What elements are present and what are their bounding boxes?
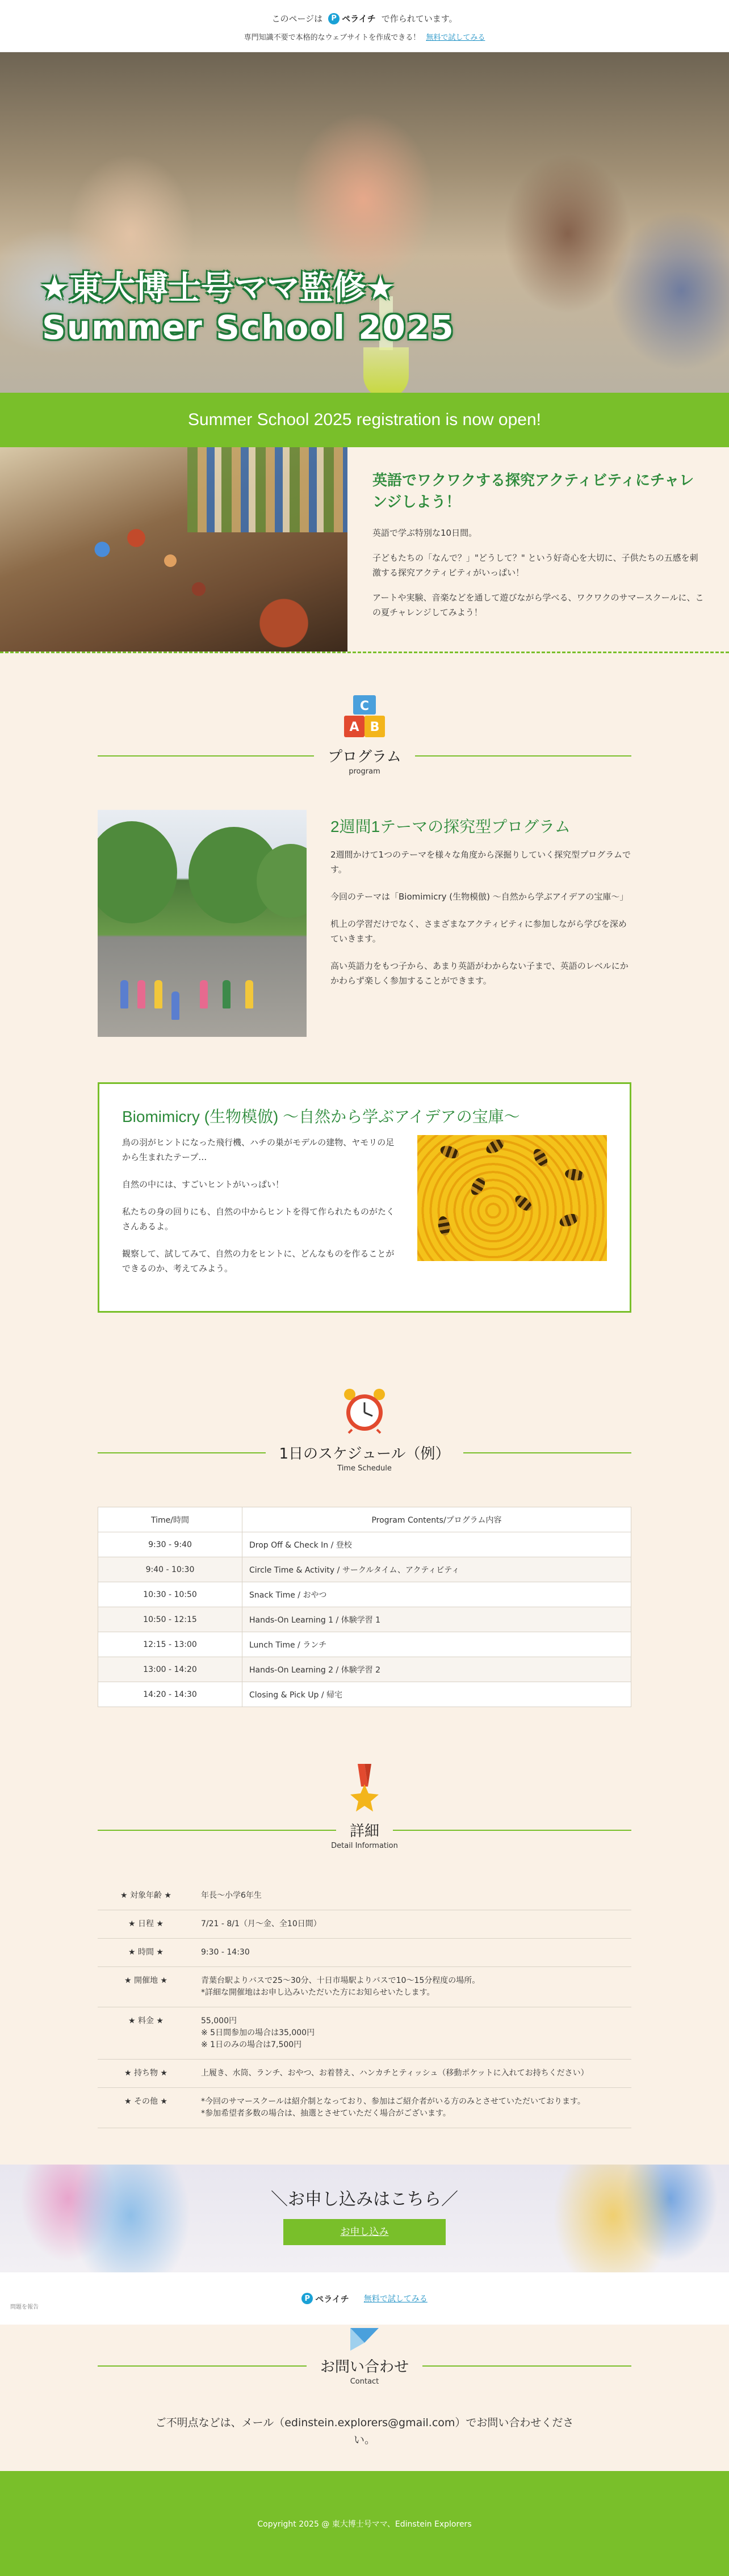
copyright-text: Copyright 2025 @ 東大博士号ママ、Edinstein Explorers bbox=[257, 2519, 472, 2529]
schedule-title: 1日のスケジュール（例） bbox=[266, 1442, 464, 1463]
program-heading bbox=[98, 745, 631, 776]
detail-key: ★ その他 ★ bbox=[98, 2088, 194, 2128]
details-section bbox=[0, 1707, 729, 2128]
table-row bbox=[98, 1882, 631, 1910]
biomimicry-box bbox=[98, 1082, 631, 1313]
detail-value: 9:30 - 14:30 bbox=[194, 1939, 631, 1967]
details-title: 詳細 bbox=[336, 1819, 393, 1840]
table-row bbox=[98, 1532, 631, 1557]
flask bbox=[363, 347, 409, 393]
schedule-time: 10:50 - 12:15 bbox=[98, 1607, 242, 1632]
detail-value: 55,000円 ※ 5日間参加の場合は35,000円 ※ 1日のみの場合は7,500円 bbox=[194, 2007, 631, 2060]
medal-icon bbox=[0, 1764, 729, 1815]
program-paragraph: 今回のテーマは「Biomimicry (生物模倣) 〜自然から学ぶアイデアの宝庫〜」 bbox=[330, 892, 629, 902]
promo-text: 専門知識不要で本格的なウェブサイトを作成できる！ bbox=[244, 33, 421, 42]
detail-key: ★ 対象年齢 ★ bbox=[98, 1882, 194, 1910]
peraichi-brand[interactable] bbox=[328, 12, 376, 24]
schedule-header-row bbox=[98, 1507, 631, 1532]
contact-heading bbox=[98, 2355, 631, 2386]
program-paragraph: 2週間かけて1つのテーマを様々な角度から深掘りしていく探究型プログラムです。 bbox=[330, 850, 631, 875]
footer bbox=[0, 2471, 729, 2576]
table-row bbox=[98, 1607, 631, 1632]
schedule-content: Hands-On Learning 1 / 体験学習 1 bbox=[242, 1607, 631, 1632]
biomimicry-paragraph: 観察して、試してみて、自然の力をヒントに、どんなものを作ることができるのか、考えてみよう。 bbox=[122, 1249, 395, 1274]
schedule-heading bbox=[98, 1442, 631, 1473]
peraichi-strip-brand[interactable] bbox=[301, 2293, 349, 2305]
program-heading-text: 2週間1テーマの探究型プログラム bbox=[330, 818, 571, 835]
contact-text: ご不明点などは、メール（edinstein.explorers@gmail.com）でお問い合わせください。 bbox=[155, 2417, 574, 2446]
detail-key: ★ 日程 ★ bbox=[98, 1910, 194, 1939]
schedule-time: 10:30 - 10:50 bbox=[98, 1582, 242, 1607]
detail-key: ★ 持ち物 ★ bbox=[98, 2060, 194, 2088]
apply-cta-title: ＼お申し込みはこちら／ bbox=[271, 2190, 458, 2209]
schedule-content: Snack Time / おやつ bbox=[242, 1582, 631, 1607]
detail-value: 年長〜小学6年生 bbox=[194, 1882, 631, 1910]
honeycomb-bees-photo bbox=[417, 1135, 607, 1261]
perai-top-bar bbox=[0, 0, 729, 52]
planet-model-photo bbox=[0, 447, 347, 652]
report-page-link[interactable]: 問題を報告 bbox=[10, 2304, 39, 2310]
peraichi-logo-icon: P bbox=[301, 2293, 313, 2304]
intro-section bbox=[0, 447, 729, 653]
hero-title bbox=[40, 268, 455, 347]
try-free-link-bottom[interactable]: 無料で試してみる bbox=[363, 2295, 428, 2304]
hero-image bbox=[0, 52, 729, 393]
table-row bbox=[98, 2088, 631, 2128]
registration-banner-text: Summer School 2025 registration is now open! bbox=[187, 410, 541, 429]
detail-value: 青葉台駅よりバスで25〜30分、十日市場駅よりバスで10〜15分程度の場所。 *詳細な開催地はお申し込みいただいた方にお知らせいたします。 bbox=[194, 1967, 631, 2007]
detail-key: ★ 料金 ★ bbox=[98, 2007, 194, 2060]
detail-value: *今回のサマースクールは紹介制となっており、参加はご紹介者がいる方のみとさせていただいております。 *参加希望者多数の場合は、抽選とさせていただく場合がございます。 bbox=[194, 2088, 631, 2128]
schedule-time: 14:20 - 14:30 bbox=[98, 1682, 242, 1707]
details-subtitle: Detail Information bbox=[331, 1842, 398, 1850]
alarm-clock-icon bbox=[0, 1386, 729, 1434]
program-section bbox=[0, 653, 729, 1313]
made-with-notice bbox=[0, 12, 729, 24]
contact-subtitle: Contact bbox=[350, 2377, 379, 2386]
schedule-table bbox=[98, 1507, 631, 1707]
table-row bbox=[98, 1939, 631, 1967]
schedule-time: 13:00 - 14:20 bbox=[98, 1657, 242, 1682]
peraichi-strip-brand-label: ペライチ bbox=[315, 2293, 349, 2304]
contact-title: お問い合わせ bbox=[307, 2355, 422, 2376]
intro-heading: 英語でワクワクする探究アクティビティにチャレンジしよう！ bbox=[372, 472, 694, 511]
program-description bbox=[98, 810, 631, 1037]
promo-line bbox=[0, 31, 729, 42]
table-row bbox=[98, 1557, 631, 1582]
peraichi-brand-label: ペライチ bbox=[342, 14, 376, 24]
schedule-content: Lunch Time / ランチ bbox=[242, 1632, 631, 1657]
schedule-col-time: Time/時間 bbox=[98, 1507, 242, 1532]
intro-text bbox=[347, 447, 729, 652]
block-letter: C bbox=[359, 699, 370, 713]
detail-value: 上履き、水筒、ランチ、おやつ、お着替え、ハンカチとティッシュ（移動ポケットに入れてお持ちください） bbox=[194, 2060, 631, 2088]
intro-paragraph: 英語で学ぶ特別な10日間。 bbox=[372, 528, 477, 538]
biomimicry-paragraph: 自然の中には、すごいヒントがいっぱい！ bbox=[122, 1179, 284, 1190]
mail-icon bbox=[0, 2328, 729, 2351]
detail-value: 7/21 - 8/1（月〜金、全10日間） bbox=[194, 1910, 631, 1939]
table-row bbox=[98, 1632, 631, 1657]
table-row bbox=[98, 1682, 631, 1707]
table-row bbox=[98, 1582, 631, 1607]
table-row bbox=[98, 1967, 631, 2007]
made-with-suffix: で作られています。 bbox=[381, 14, 458, 24]
table-row bbox=[98, 2060, 631, 2088]
details-heading bbox=[98, 1819, 631, 1850]
details-table bbox=[98, 1882, 631, 2128]
outdoor-activity-photo bbox=[98, 810, 307, 1037]
schedule-col-contents: Program Contents/プログラム内容 bbox=[242, 1507, 631, 1532]
schedule-section bbox=[0, 1313, 729, 1707]
try-free-link[interactable]: 無料で試してみる bbox=[426, 33, 485, 42]
schedule-content: Drop Off & Check In / 登校 bbox=[242, 1532, 631, 1557]
program-paragraph: 机上の学習だけでなく、さまざまなアクティビティに参加しながら学びを深めていきます。 bbox=[330, 919, 627, 944]
program-text bbox=[330, 810, 631, 1037]
program-title: プログラム bbox=[314, 745, 415, 766]
program-subtitle: program bbox=[349, 767, 380, 776]
block-letter: A bbox=[349, 720, 359, 734]
peraichi-strip bbox=[0, 2272, 729, 2325]
contact-section bbox=[0, 2325, 729, 2448]
made-with-prefix: このページは bbox=[271, 14, 323, 24]
program-paragraph: 高い英語力をもつ子から、あまり英語がわからない子まで、英語のレベルにかかわらず楽しく参加することができます。 bbox=[330, 961, 629, 986]
apply-cta bbox=[0, 2165, 729, 2272]
registration-banner bbox=[0, 393, 729, 447]
detail-key: ★ 開催地 ★ bbox=[98, 1967, 194, 2007]
table-row bbox=[98, 1657, 631, 1682]
biomimicry-paragraph: 私たちの身の回りにも、自然の中からヒントを得て作られたものがたくさんあるよ。 bbox=[122, 1207, 395, 1232]
detail-key: ★ 時間 ★ bbox=[98, 1939, 194, 1967]
table-row bbox=[98, 1910, 631, 1939]
schedule-time: 9:40 - 10:30 bbox=[98, 1557, 242, 1582]
abc-blocks-icon bbox=[0, 693, 729, 741]
schedule-content: Closing & Pick Up / 帰宅 bbox=[242, 1682, 631, 1707]
apply-button[interactable]: お申し込み bbox=[283, 2219, 446, 2245]
intro-paragraph: 子どもたちの「なんで？」"どうして？" という好奇心を大切に、子供たちの五感を刺激する探究アクティビティがいっぱい！ bbox=[372, 553, 698, 578]
schedule-content: Hands-On Learning 2 / 体験学習 2 bbox=[242, 1657, 631, 1682]
hero-title-line2: Summer School 2025 bbox=[42, 308, 455, 347]
hero-title-line1: ★東大博士号ママ監修★ bbox=[40, 268, 395, 307]
schedule-content: Circle Time & Activity / サークルタイム、アクティビティ bbox=[242, 1557, 631, 1582]
biomimicry-heading: Biomimicry (生物模倣) 〜自然から学ぶアイデアの宝庫〜 bbox=[122, 1108, 520, 1125]
schedule-subtitle: Time Schedule bbox=[337, 1464, 392, 1473]
schedule-time: 12:15 - 13:00 bbox=[98, 1632, 242, 1657]
biomimicry-paragraph: 鳥の羽がヒントになった飛行機、ハチの巣がモデルの建物、ヤモリの足から生まれたテープ… bbox=[122, 1137, 395, 1162]
block-letter: B bbox=[370, 720, 380, 734]
schedule-time: 9:30 - 9:40 bbox=[98, 1532, 242, 1557]
intro-paragraph: アートや実験、音楽などを通して遊びながら学べる、ワクワクのサマースクールに、この夏チャレンジしてみよう！ bbox=[372, 592, 704, 617]
peraichi-logo-icon: P bbox=[328, 13, 340, 24]
biomimicry-text bbox=[122, 1135, 400, 1288]
table-row bbox=[98, 2007, 631, 2060]
bookshelf bbox=[187, 447, 347, 532]
